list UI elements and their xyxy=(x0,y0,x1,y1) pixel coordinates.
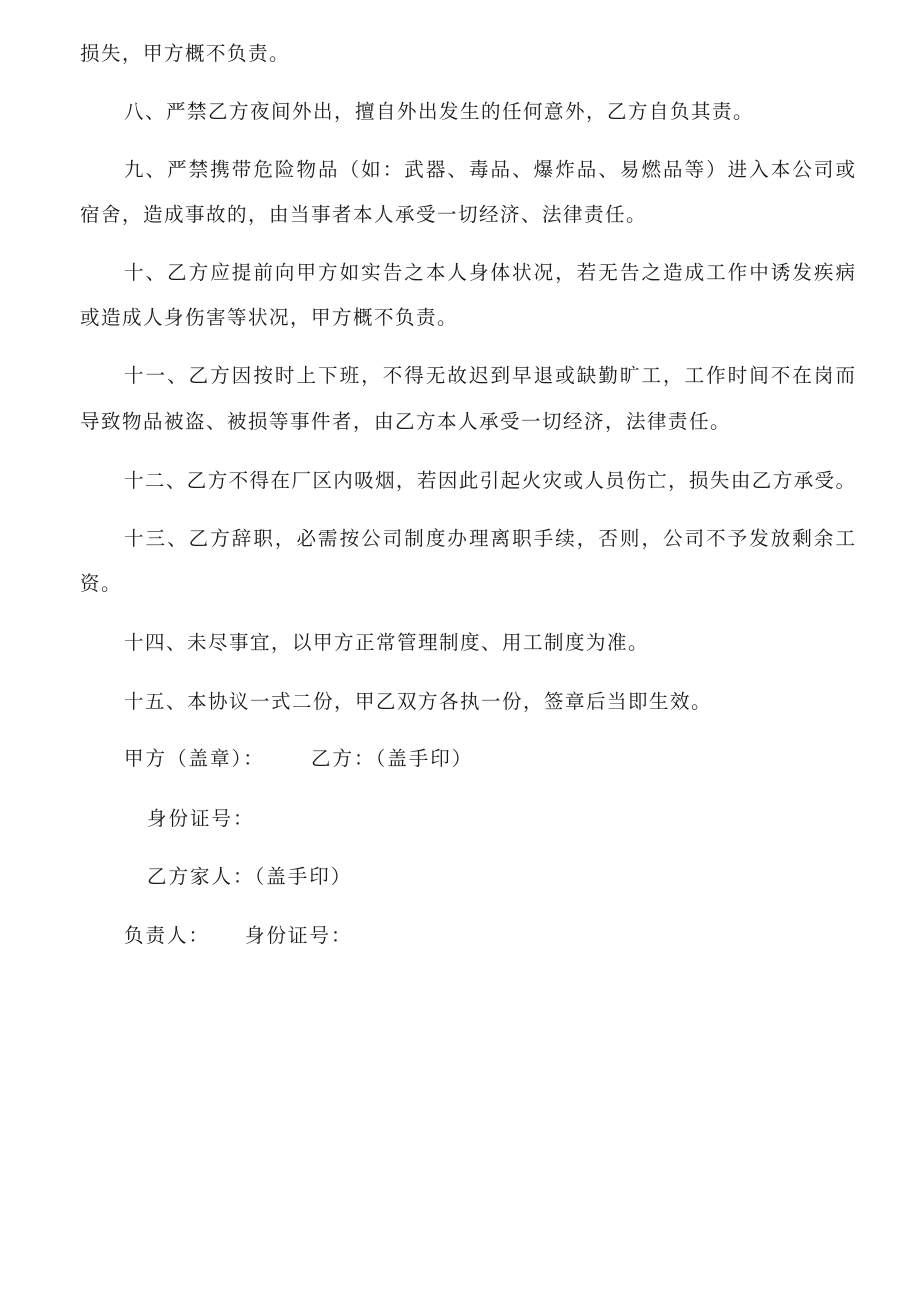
clause-12: 十二、乙方不得在厂区内吸烟，若因此引起火灾或人员伤亡，损失由乙方承受。 xyxy=(124,469,855,492)
clause-10-line-1: 十、乙方应提前向甲方如实告之本人身体状况，若无告之造成工作中诱发疾病 xyxy=(124,261,855,284)
clause-13-line-2: 资。 xyxy=(80,572,123,595)
clause-11-line-1: 十一、乙方因按时上下班，不得无故迟到早退或缺勤旷工，工作时间不在岗而 xyxy=(124,364,855,387)
party-b-label: 乙方：（盖手印） xyxy=(311,747,474,770)
clause-8: 八、严禁乙方夜间外出，擅自外出发生的任何意外，乙方自负其责。 xyxy=(124,100,755,123)
clause-15: 十五、本协议一式二份，甲乙双方各执一份，签章后当即生效。 xyxy=(124,690,713,713)
person-in-charge-label: 负责人： xyxy=(124,924,211,947)
party-b-family-label: 乙方家人：（盖手印） xyxy=(147,865,353,888)
clause-11-line-2: 导致物品被盗、被损等事件者，由乙方本人承受一切经济，法律责任。 xyxy=(80,410,732,433)
text-line: 损失，甲方概不负责。 xyxy=(80,42,291,65)
clause-9-line-1: 九、严禁携带危险物品（如：武器、毒品、爆炸品、易燃品等）进入本公司或 xyxy=(124,158,855,181)
clause-9-line-2: 宿舍，造成事故的，由当事者本人承受一切经济、法律责任。 xyxy=(80,203,648,226)
clause-10-line-2: 或造成人身伤害等状况，甲方概不负责。 xyxy=(80,306,459,329)
party-a-seal-label: 甲方（盖章）： xyxy=(124,747,265,770)
clause-13-line-1: 十三、乙方辞职，必需按公司制度办理离职手续，否则，公司不予发放剩余工 xyxy=(124,527,855,550)
id-number-label-2: 身份证号： xyxy=(245,924,353,947)
id-number-label: 身份证号： xyxy=(147,807,255,830)
clause-14: 十四、未尽事宜，以甲方正常管理制度、用工制度为准。 xyxy=(124,631,650,654)
